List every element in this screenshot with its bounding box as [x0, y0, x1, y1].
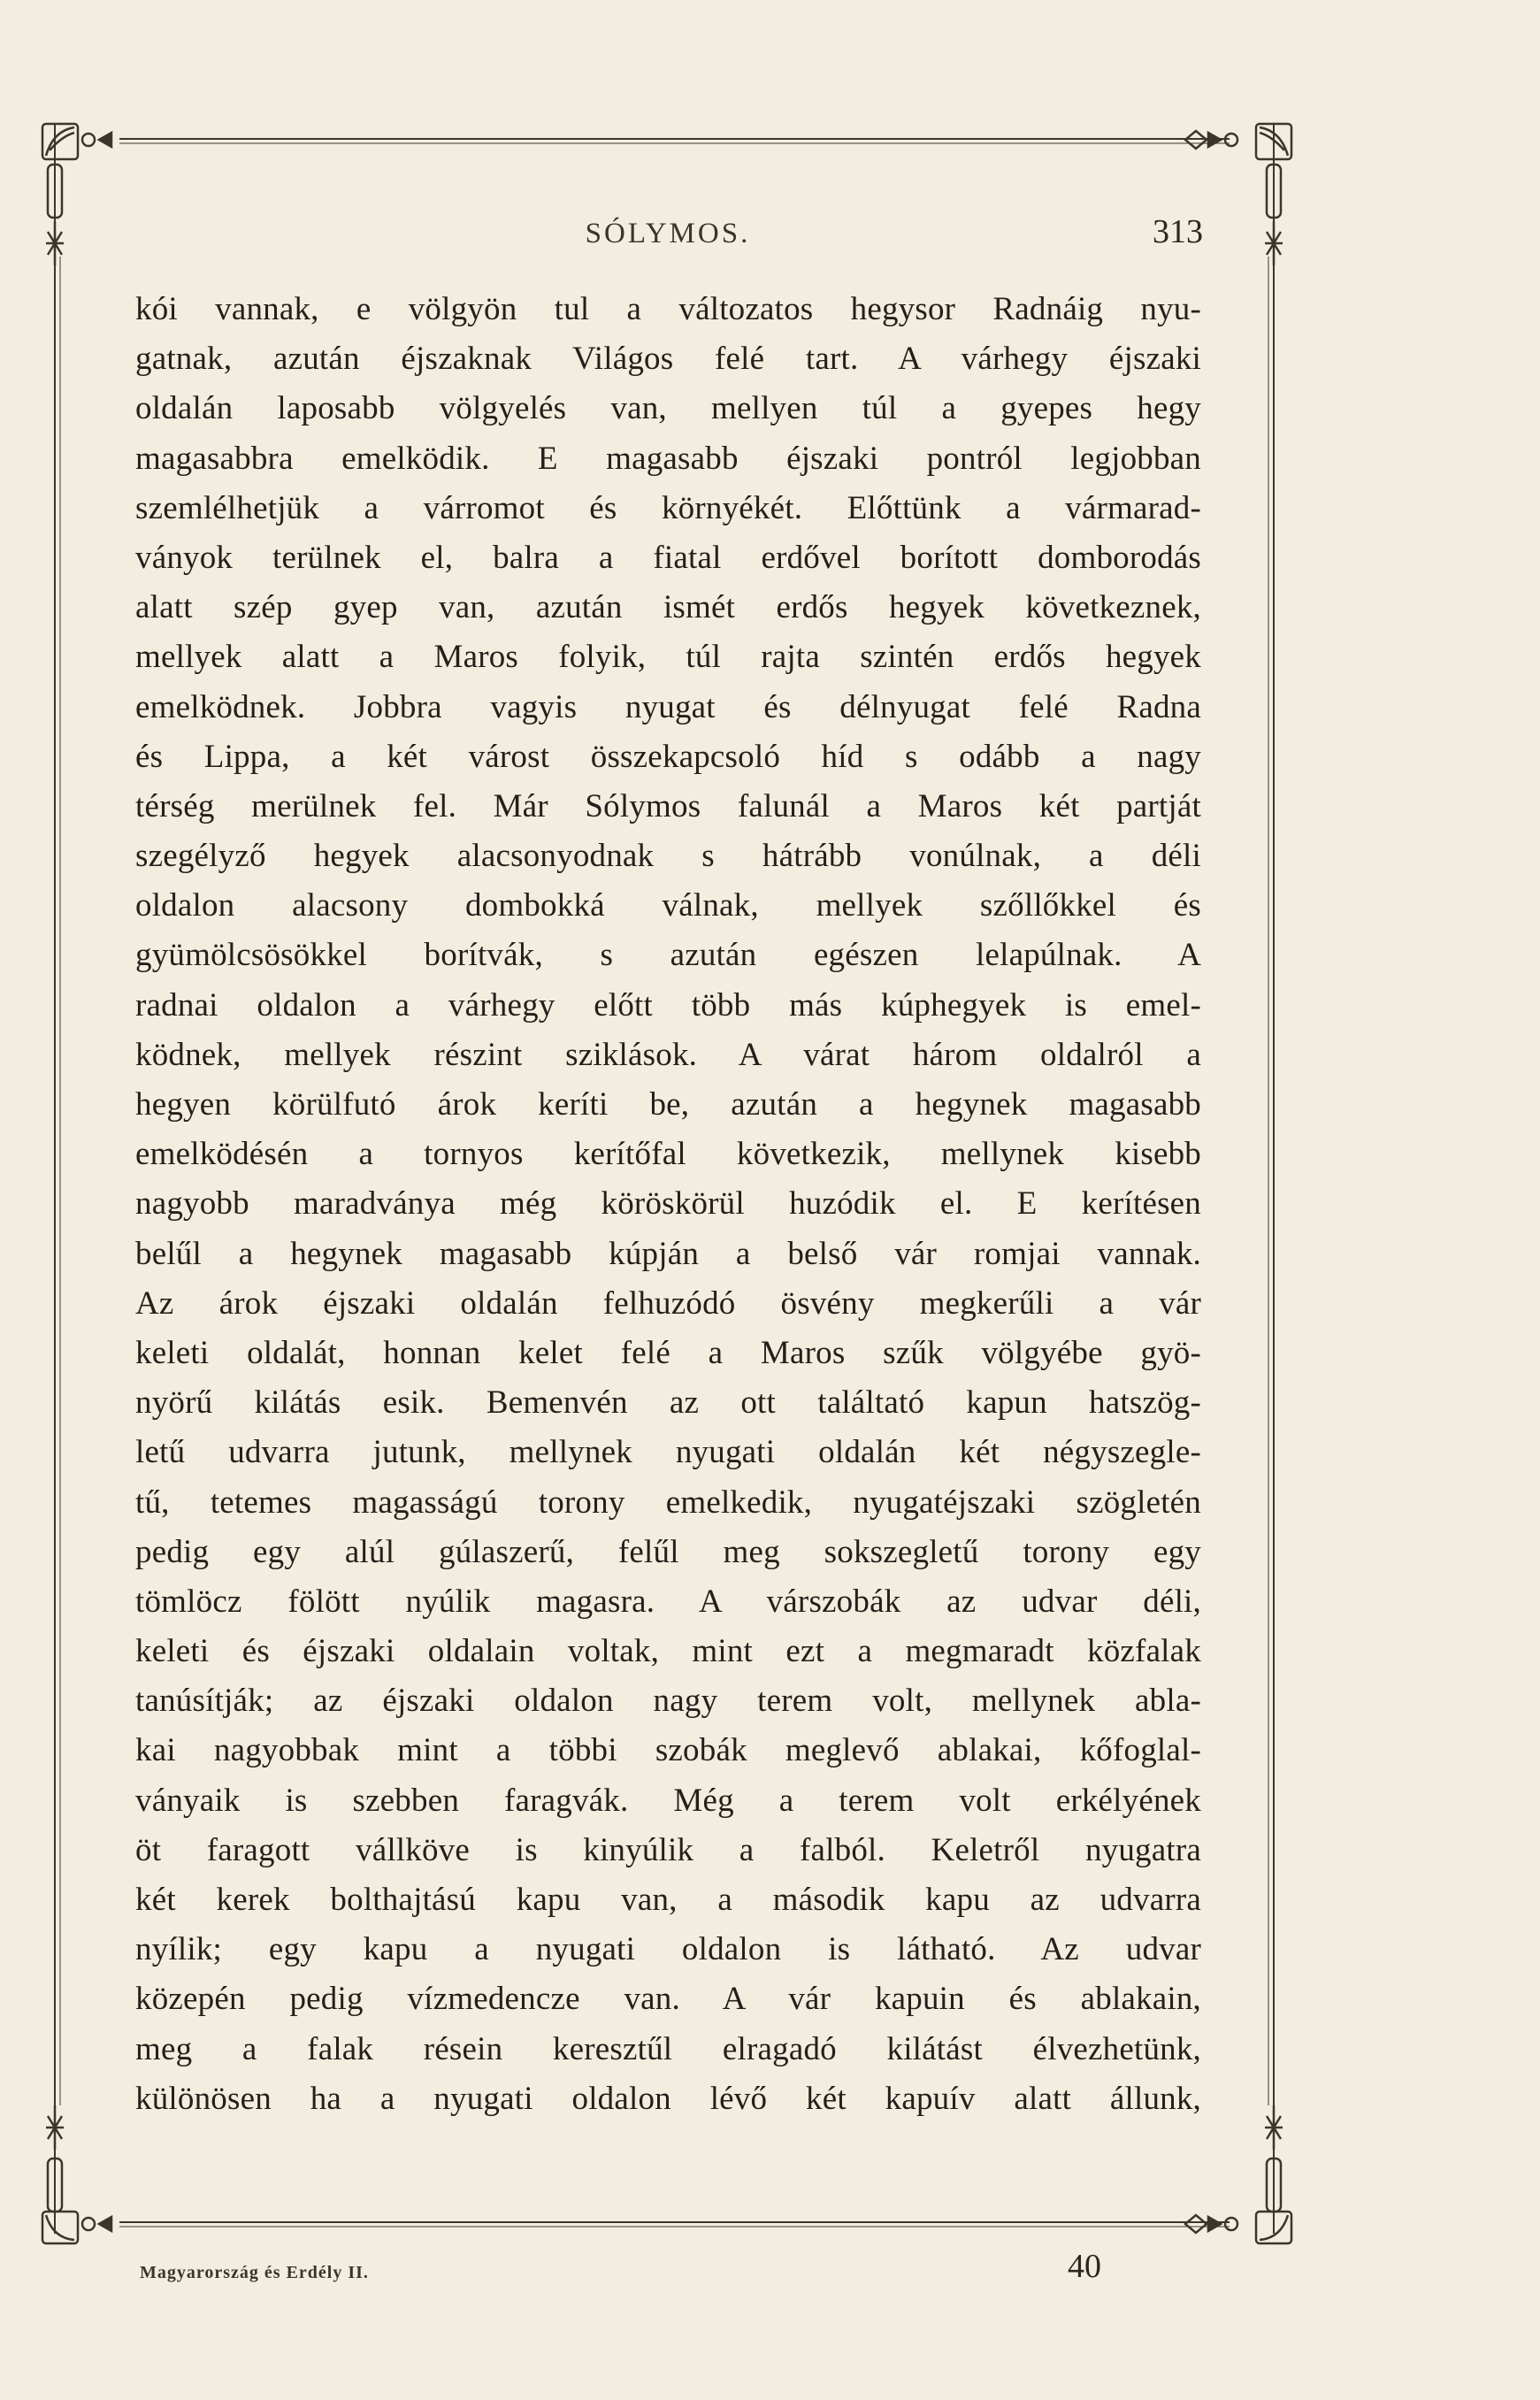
- text-line: belűl a hegynek magasabb kúpján a belső vár romjai vannak.: [135, 1235, 1201, 1272]
- text-line: szemlélhetjük a várromot és környékét. Előttünk a vármarad-: [135, 489, 1201, 526]
- text-line: térség merülnek fel. Már Sólymos falunál a Maros két partját: [135, 787, 1201, 824]
- text-line: magasabbra emelködik. E magasabb éjszaki pontról legjobban: [135, 440, 1201, 477]
- body-text: [135, 285, 1201, 2124]
- text-line: gyümölcsösökkel borítvák, s azután egészen lelapúlnak. A: [135, 937, 1201, 974]
- ornament-corner-icon: [42, 124, 111, 265]
- footer-book-title: Magyarország és Erdély II.: [140, 2263, 369, 2282]
- running-title: SÓLYMOS.: [585, 218, 751, 249]
- text-line: letű udvarra jutunk, mellynek nyugati oldalán két négyszegle-: [135, 1434, 1201, 1471]
- text-line: emelködnek. Jobbra vagyis nyugat és délnyugat felé Radna: [135, 688, 1201, 725]
- text-line: hegyen körülfutó árok keríti be, azután a hegynek magasabb: [135, 1086, 1201, 1123]
- text-line: és Lippa, a két várost összekapcsoló híd s odább a nagy: [135, 738, 1201, 775]
- text-line: Az árok éjszaki oldalán felhuzódó ösvény megkerűli a vár: [135, 1284, 1201, 1322]
- text-line: meg a falak résein keresztűl elragadó kilátást élvezhetünk,: [135, 2030, 1201, 2067]
- text-line: kai nagyobbak mint a többi szobák meglevő ablakai, kőfoglal-: [135, 1732, 1201, 1769]
- text-line: pedig egy alúl gúlaszerű, felűl meg sokszegletű torony egy: [135, 1533, 1201, 1570]
- ornament-corner-icon: [42, 2105, 111, 2243]
- text-line: mellyek alatt a Maros folyik, túl rajta szintén erdős hegyek: [135, 639, 1201, 676]
- signature-number: 40: [1068, 2248, 1101, 2285]
- text-line: alatt szép gyep van, azután ismét erdős hegyek következnek,: [135, 589, 1201, 626]
- text-line: tű, tetemes magasságú torony emelkedik, nyugatéjszaki szögletén: [135, 1484, 1201, 1521]
- text-line: keleti oldalát, honnan kelet felé a Maros szűk völgyébe gyö-: [135, 1334, 1201, 1371]
- text-line: nyörű kilátás esik. Bemenvén az ott találtató kapun hatszög-: [135, 1384, 1201, 1422]
- text-line: különösen ha a nyugati oldalon lévő két kapuív alatt állunk,: [135, 2080, 1201, 2117]
- text-line: öt faragott vállköve is kinyúlik a falból. Keletről nyugatra: [135, 1831, 1201, 1868]
- page-number: 313: [1153, 213, 1203, 250]
- text-line: szegélyző hegyek alacsonyodnak s hátrább vonúlnak, a déli: [135, 838, 1201, 875]
- text-line: oldalon alacsony dombokká válnak, mellyek szőllőkkel és: [135, 887, 1201, 924]
- text-line: nyílik; egy kapu a nyugati oldalon is látható. Az udvar: [135, 1931, 1201, 1968]
- text-line: közepén pedig vízmedencze van. A vár kapuin és ablakain,: [135, 1981, 1201, 2018]
- text-line: kói vannak, e völgyön tul a változatos hegysor Radnáig nyu-: [135, 291, 1201, 327]
- text-line: két kerek bolthajtású kapu van, a második kapu az udvarra: [135, 1882, 1201, 1918]
- text-line: nagyobb maradványa még köröskörül huzódik el. E kerítésen: [135, 1185, 1201, 1223]
- text-line: emelködésén a tornyos kerítőfal következik, mellynek kisebb: [135, 1136, 1201, 1173]
- text-line: oldalán laposabb völgyelés van, mellyen túl a gyepes hegy: [135, 390, 1201, 427]
- text-line: gatnak, azután éjszaknak Világos felé tart. A várhegy éjszaki: [135, 341, 1201, 378]
- running-head: [133, 212, 1203, 265]
- text-line: ködnek, mellyek részint sziklások. A várat három oldalról a: [135, 1036, 1201, 1073]
- text-line: ványok terülnek el, balra a fiatal erdővel borított domborodás: [135, 539, 1201, 576]
- text-line: tanúsítják; az éjszaki oldalon nagy terem volt, mellynek abla-: [135, 1683, 1201, 1720]
- text-line: ványaik is szebben faragvák. Még a terem volt erkélyének: [135, 1782, 1201, 1819]
- text-line: tömlöcz fölött nyúlik magasra. A várszobák az udvar déli,: [135, 1583, 1201, 1620]
- text-line: keleti és éjszaki oldalain voltak, mint ezt a megmaradt közfalak: [135, 1633, 1201, 1670]
- text-line: radnai oldalon a várhegy előtt több más kúphegyek is emel-: [135, 986, 1201, 1024]
